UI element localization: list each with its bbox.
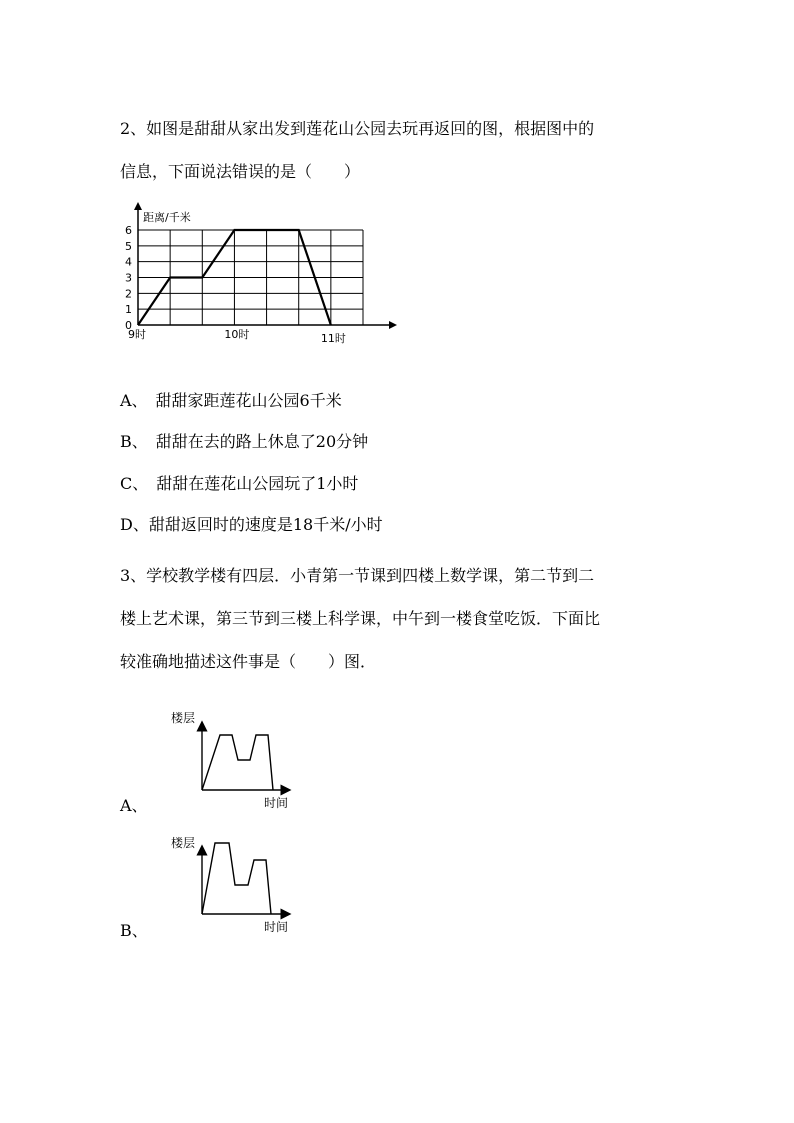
y-axis-label: 距离/千米 <box>143 211 191 224</box>
q2-option-a[interactable]: A、 甜甜家距莲花山公园6千米 <box>120 391 342 410</box>
q2-option-b[interactable]: B、 甜甜在去的路上休息了20分钟 <box>120 432 369 451</box>
y-axis-arrow <box>134 202 142 210</box>
q2-distance-time-chart <box>110 200 410 350</box>
q3-graph-b <box>160 826 310 941</box>
q2-text-line-2: 信息，下面说法错误的是（ ） <box>120 162 361 181</box>
floor-time-line <box>202 843 271 914</box>
q3-graph-a <box>160 700 310 815</box>
x-axis-arrow <box>389 321 397 329</box>
q3-option-b-label[interactable]: B、 <box>120 921 148 940</box>
y-tick-label: 4 <box>125 255 132 269</box>
floor-time-line <box>202 735 273 790</box>
x-axis-label: 时间 <box>264 920 289 934</box>
x-tick-label: 11时 <box>320 332 346 345</box>
q2-option-d[interactable]: D、甜甜返回时的速度是18千米/小时 <box>120 515 383 534</box>
q2-text-line-1: 2、如图是甜甜从家出发到莲花山公园去玩再返回的图，根据图中的 <box>120 119 595 138</box>
y-axis-label: 楼层 <box>171 711 196 725</box>
q3-text-line-3: 较准确地描述这件事是（ ）图． <box>120 652 377 671</box>
q3-text-line-1: 3、学校教学楼有四层．小青第一节课到四楼上数学课，第二节到二 <box>120 566 595 585</box>
y-axis-label: 楼层 <box>171 836 196 850</box>
x-tick-label: 10时 <box>224 328 250 341</box>
x-tick-labels <box>128 327 346 345</box>
q2-option-c[interactable]: C、 甜甜在莲花山公园玩了1小时 <box>120 474 359 493</box>
y-tick-label: 6 <box>125 224 132 237</box>
y-tick-label: 5 <box>125 239 132 253</box>
y-tick-label: 2 <box>125 287 132 301</box>
x-tick-label: 9时 <box>128 328 146 341</box>
x-axis-label: 时间 <box>264 796 289 810</box>
y-tick-label: 3 <box>125 271 132 285</box>
y-tick-labels <box>125 224 132 332</box>
y-tick-label: 0 <box>125 319 132 332</box>
q3-option-a-label[interactable]: A、 <box>120 796 148 815</box>
y-tick-label: 1 <box>125 303 132 317</box>
q3-text-line-2: 楼上艺术课，第三节到三楼上科学课，中午到一楼食堂吃饭．下面比 <box>120 609 601 628</box>
